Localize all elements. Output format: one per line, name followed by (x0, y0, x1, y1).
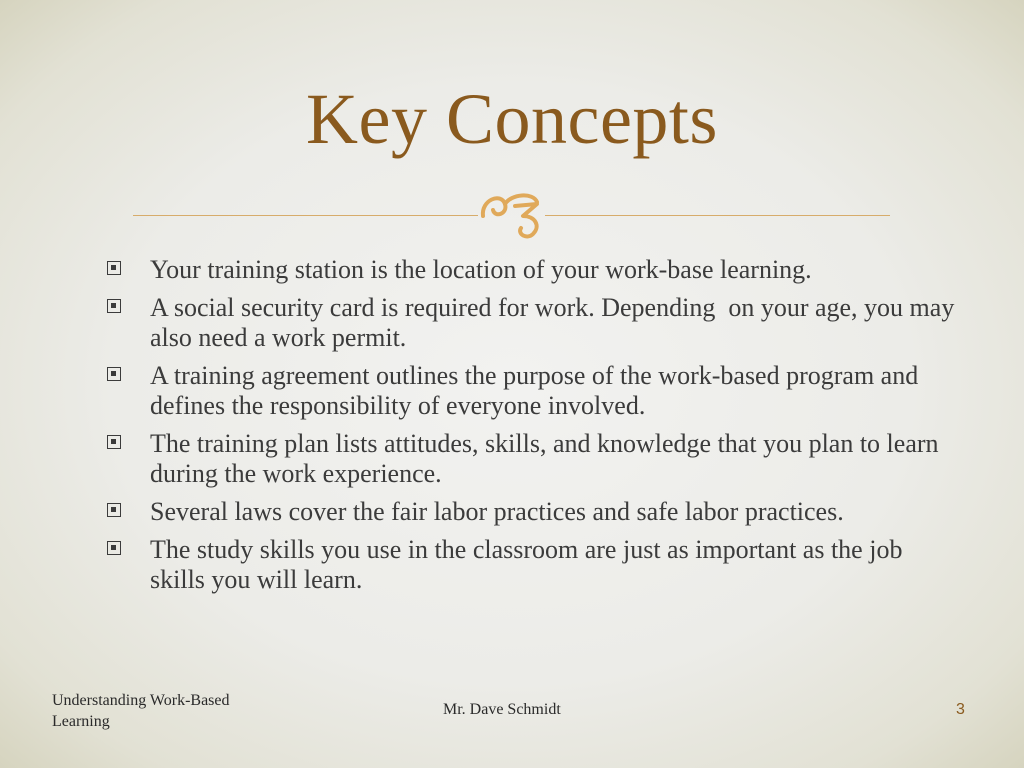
title-divider-right (545, 215, 890, 216)
bullet-text: The training plan lists attitudes, skills, and knowledge that you plan to learn during the work experience. (150, 429, 939, 488)
boxed-square-bullet-icon (107, 503, 121, 517)
list-item (100, 535, 960, 595)
boxed-square-bullet-icon (107, 299, 121, 313)
list-item (100, 293, 960, 353)
list-item (100, 361, 960, 421)
bullet-text: Several laws cover the fair labor practices and safe labor practices. (150, 497, 844, 526)
bullet-text: The study skills you use in the classroom are just as important as the job skills you will learn. (150, 535, 903, 594)
bullet-list (100, 255, 960, 603)
list-item (100, 497, 960, 527)
title-divider-left (133, 215, 478, 216)
boxed-square-bullet-icon (107, 435, 121, 449)
list-item (100, 255, 960, 285)
footer-author: Mr. Dave Schmidt (443, 701, 561, 718)
footer-course-title: Understanding Work-Based Learning (52, 692, 230, 730)
bullet-text: A training agreement outlines the purpose of the work-based program and defines the responsibility of everyone involved. (150, 361, 919, 420)
page-number: 3 (956, 701, 965, 718)
slide-title: Key Concepts (306, 79, 718, 159)
bullet-text: Your training station is the location of your work-base learning. (150, 255, 812, 284)
flourish-ornament-icon (475, 182, 551, 242)
list-item (100, 429, 960, 489)
bullet-text: A social security card is required for work. Depending on your age, you may also need a work permit. (150, 293, 961, 352)
boxed-square-bullet-icon (107, 261, 121, 275)
boxed-square-bullet-icon (107, 541, 121, 555)
boxed-square-bullet-icon (107, 367, 121, 381)
